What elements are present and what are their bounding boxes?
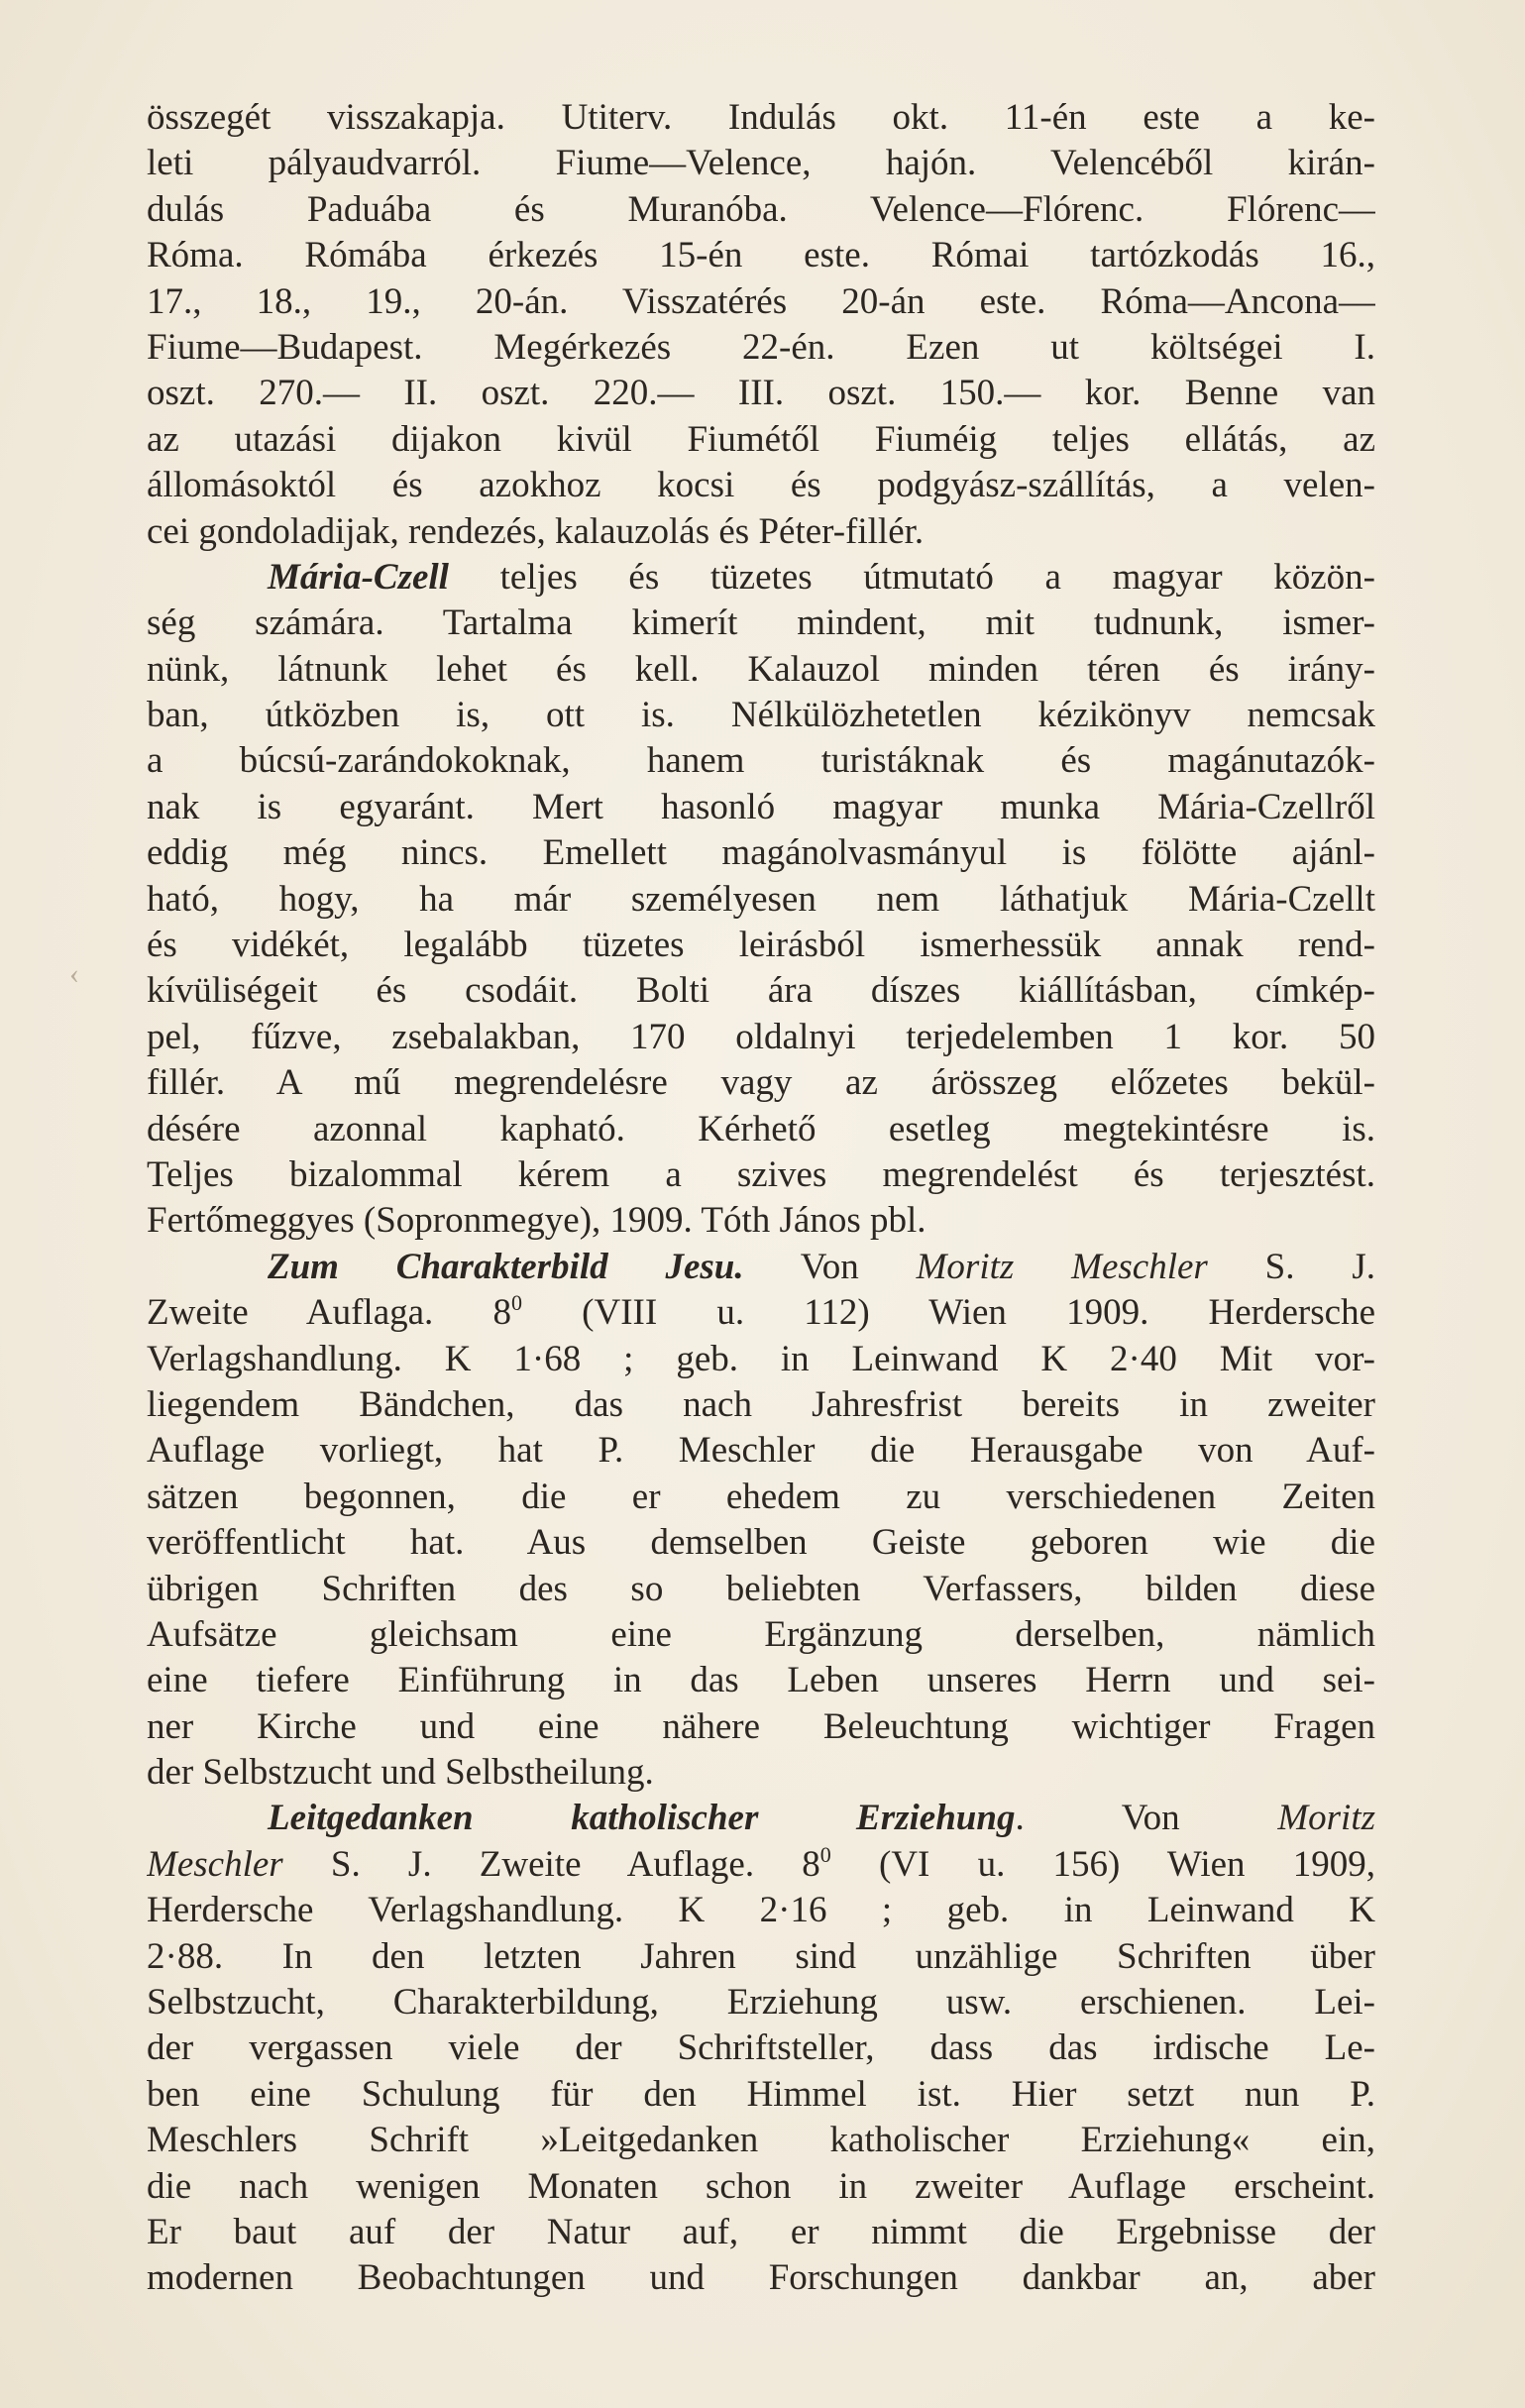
- text-line: übrigen Schriften des so beliebten Verfassers, bilden diese: [147, 1568, 1375, 1609]
- text-line: [147, 1842, 1375, 1888]
- text-line: az utazási dijakon kivül Fiumétől Fiuméig teljes ellátás, az: [147, 418, 1375, 460]
- text-line: Er baut auf der Natur auf, er nimmt die Ergebnisse der: [147, 2211, 1375, 2252]
- author-name: Moritz: [1277, 1798, 1375, 1839]
- text-line: die nach wenigen Monaten schon in zweiter Auflage erscheint.: [147, 2165, 1375, 2207]
- text-fragment: S. J.: [1207, 1246, 1375, 1287]
- book-title: Zum Charakterbild Jesu.: [268, 1246, 744, 1287]
- text-line: Fiume—Budapest. Megérkezés 22-én. Ezen ut költségei I.: [147, 326, 1375, 368]
- book-title: Leitgedanken katholischer Erziehung: [268, 1798, 1016, 1839]
- text-line: Aufsätze gleichsam eine Ergänzung derselben, nämlich: [147, 1613, 1375, 1655]
- text-fragment: S. J. Zweite Auflage. 8: [282, 1843, 820, 1885]
- text-line: désére azonnal kapható. Kérhető esetleg megtekintésre is.: [147, 1108, 1375, 1149]
- text-line: Fertőmeggyes (Sopronmegye), 1909. Tóth János pbl.: [147, 1200, 926, 1242]
- text-line: összegét visszakapja. Utiterv. Indulás okt. 11-én este a ke-: [147, 97, 1375, 138]
- text-line: cei gondoladijak, rendezés, kalauzolás és Péter-fillér.: [147, 510, 925, 552]
- text-line: ben eine Schulung für den Himmel ist. Hier setzt nun P.: [147, 2073, 1375, 2115]
- superscript: 0: [819, 1841, 831, 1867]
- text-line: [147, 1290, 1375, 1336]
- text-line: der vergassen viele der Schriftsteller, dass das irdische Le-: [147, 2027, 1375, 2069]
- text-line: Selbstzucht, Charakterbildung, Erziehung usw. erschienen. Lei-: [147, 1982, 1375, 2024]
- text-line: eine tiefere Einführung in das Leben unseres Herrn und sei-: [147, 1660, 1375, 1701]
- text-line: pel, fűzve, zsebalakban, 170 oldalnyi terjedelemben 1 kor. 50: [147, 1016, 1375, 1057]
- text-line: nünk, látnunk lehet és kell. Kalauzol minden téren és irány-: [147, 648, 1375, 690]
- text-line: kívüliségeit és csodáit. Bolti ára díszes kiállításban, címkép-: [147, 970, 1375, 1012]
- margin-mark: ‹: [69, 957, 79, 990]
- text-line: oszt. 270.— II. oszt. 220.— III. oszt. 150.— kor. Benne van: [147, 373, 1375, 414]
- text-line: der Selbstzucht und Selbstheilung.: [147, 1752, 654, 1794]
- text-line: fillér. A mű megrendelésre vagy az árösszeg előzetes bekül-: [147, 1062, 1375, 1104]
- text-fragment: . Von: [1015, 1798, 1278, 1839]
- review-heading-line: [147, 555, 1375, 601]
- text-fragment: (VIII u. 112) Wien 1909. Herdersche: [521, 1292, 1375, 1334]
- text-line: dulás Paduába és Muranóba. Velence—Flórenc. Flórenc—: [147, 188, 1375, 230]
- text-line: sätzen begonnen, die er ehedem zu verschiedenen Zeiten: [147, 1476, 1375, 1517]
- text-line: Meschlers Schrift »Leitgedanken katholischer Erziehung« ein,: [147, 2120, 1375, 2161]
- text-line: nak is egyaránt. Mert hasonló magyar munka Mária-Czellről: [147, 786, 1375, 827]
- review-heading-line: [147, 1796, 1375, 1841]
- text-line: 17., 18., 19., 20-án. Visszatérés 20-án este. Róma—Ancona—: [147, 280, 1375, 322]
- text-line: eddig még nincs. Emellett magánolvasmányul is fölötte ajánl-: [147, 832, 1375, 874]
- text-line: ség számára. Tartalma kimerít mindent, mit tudnunk, ismer-: [147, 602, 1375, 644]
- review-heading-line: [147, 1245, 1375, 1290]
- text-line: ban, útközben is, ott is. Nélkülözhetetlen kézikönyv nemcsak: [147, 695, 1375, 736]
- text-fragment: Zweite Auflaga. 8: [147, 1292, 511, 1334]
- text-line: a búcsú-zarándokoknak, hanem turistáknak és magánutazók-: [147, 740, 1375, 782]
- text-line: Róma. Rómába érkezés 15-én este. Római tartózkodás 16.,: [147, 235, 1375, 276]
- text-line: liegendem Bändchen, das nach Jahresfrist bereits in zweiter: [147, 1383, 1375, 1425]
- text-line: ható, hogy, ha már személyesen nem láthatjuk Mária-Czellt: [147, 878, 1375, 920]
- text-line: Herdersche Verlagshandlung. K 2·16 ; geb. in Leinwand K: [147, 1890, 1375, 1931]
- text-line: ner Kirche und eine nähere Beleuchtung wichtiger Fragen: [147, 1705, 1375, 1747]
- text-line: Verlagshandlung. K 1·68 ; geb. in Leinwand K 2·40 Mit vor-: [147, 1338, 1375, 1379]
- text-line: állomásoktól és azokhoz kocsi és podgyász-szállítás, a velen-: [147, 465, 1375, 506]
- text-line: modernen Beobachtungen und Forschungen dankbar an, aber: [147, 2257, 1375, 2299]
- text-line: és vidékét, legalább tüzetes leirásból ismerhessük annak rend-: [147, 925, 1375, 966]
- paragraph-itinerary: [147, 95, 1375, 555]
- text-line: Auflage vorliegt, hat P. Meschler die Herausgabe von Auf-: [147, 1430, 1375, 1472]
- text-fragment: (VI u. 156) Wien 1909,: [830, 1843, 1375, 1885]
- text-fragment: Von: [743, 1246, 917, 1287]
- text-line: 2·88. In den letzten Jahren sind unzählige Schriften über: [147, 1935, 1375, 1977]
- paragraph-charakterbild: [147, 1245, 1375, 1797]
- text-line: leti pályaudvarról. Fiume—Velence, hajón. Velencéből kirán-: [147, 143, 1375, 184]
- paragraph-maria-czell: [147, 555, 1375, 1245]
- book-title: Mária-Czell: [268, 556, 449, 598]
- paragraph-leitgedanken: [147, 1796, 1375, 2301]
- author-name: Moritz Meschler: [916, 1246, 1208, 1287]
- page-text: [147, 95, 1375, 2302]
- text-fragment: teljes és tüzetes útmutató a magyar közön-: [448, 556, 1375, 598]
- superscript: 0: [510, 1290, 522, 1316]
- text-line: Teljes bizalommal kérem a szives megrendelést és terjesztést.: [147, 1153, 1375, 1195]
- author-name: Meschler: [147, 1843, 283, 1885]
- text-line: veröffentlicht hat. Aus demselben Geiste geboren wie die: [147, 1522, 1375, 1564]
